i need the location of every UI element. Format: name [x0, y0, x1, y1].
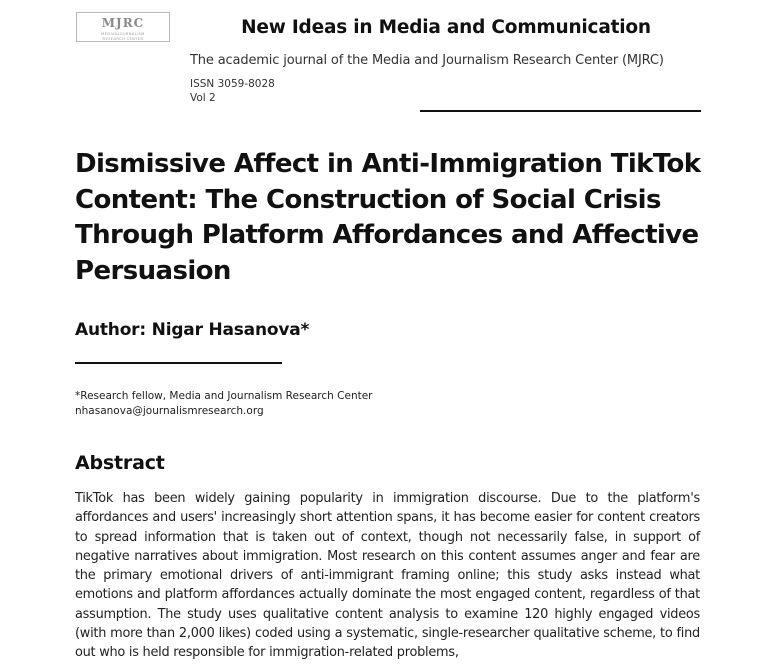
- logo-mark: MJRC: [101, 16, 145, 30]
- abstract-text: TikTok has been widely gaining popularity in immigration discourse. Due to the platform's affordances and users' increasingly short attention spans, it has become easier for content creators to spread information that is taken out of context, though not necessarily false, in support of negative narratives about immigration. Most research on this content assumes anger and fear are the primary emotional drivers of anti-immigrant framing online; this study asks instead what emotions and platform affordances actually dominate the most engaged content, regardless of that assumption. The study uses qualitative content analysis to examine 120 highly engaged videos (with more than 2,000 likes) coded using a systematic, single-researcher qualitative scheme, to find out who is held responsible for immigration-related problems,: [75, 491, 700, 661]
- author-divider: [75, 362, 282, 364]
- header-divider: [420, 110, 701, 112]
- author-line: [75, 318, 309, 342]
- issn: ISSN 3059-8028: [190, 78, 275, 90]
- logo-subtitle-line1: MEDIA&JOURNALISM: [101, 32, 145, 36]
- journal-title: New Ideas in Media and Communication: [241, 17, 651, 38]
- author-email: nhasanova@journalismresearch.org: [75, 405, 264, 417]
- journal-subtitle: The academic journal of the Media and Journalism Research Center (MJRC): [190, 53, 664, 68]
- paper-title: Dismissive Affect in Anti-Immigration TikTok Content: The Construction of Social Crisis Through Platform Affordances and Affective Persuasion: [75, 149, 701, 286]
- logo-subtitle-line2: RESEARCH CENTER: [102, 36, 144, 41]
- author-affiliation: *Research fellow, Media and Journalism Research Center: [75, 390, 373, 402]
- journal-logo: [76, 12, 170, 42]
- abstract-heading: Abstract: [75, 452, 165, 474]
- author-label: Author:: [75, 320, 146, 340]
- volume: Vol 2: [190, 92, 216, 104]
- author-name: Nigar Hasanova*: [151, 320, 310, 340]
